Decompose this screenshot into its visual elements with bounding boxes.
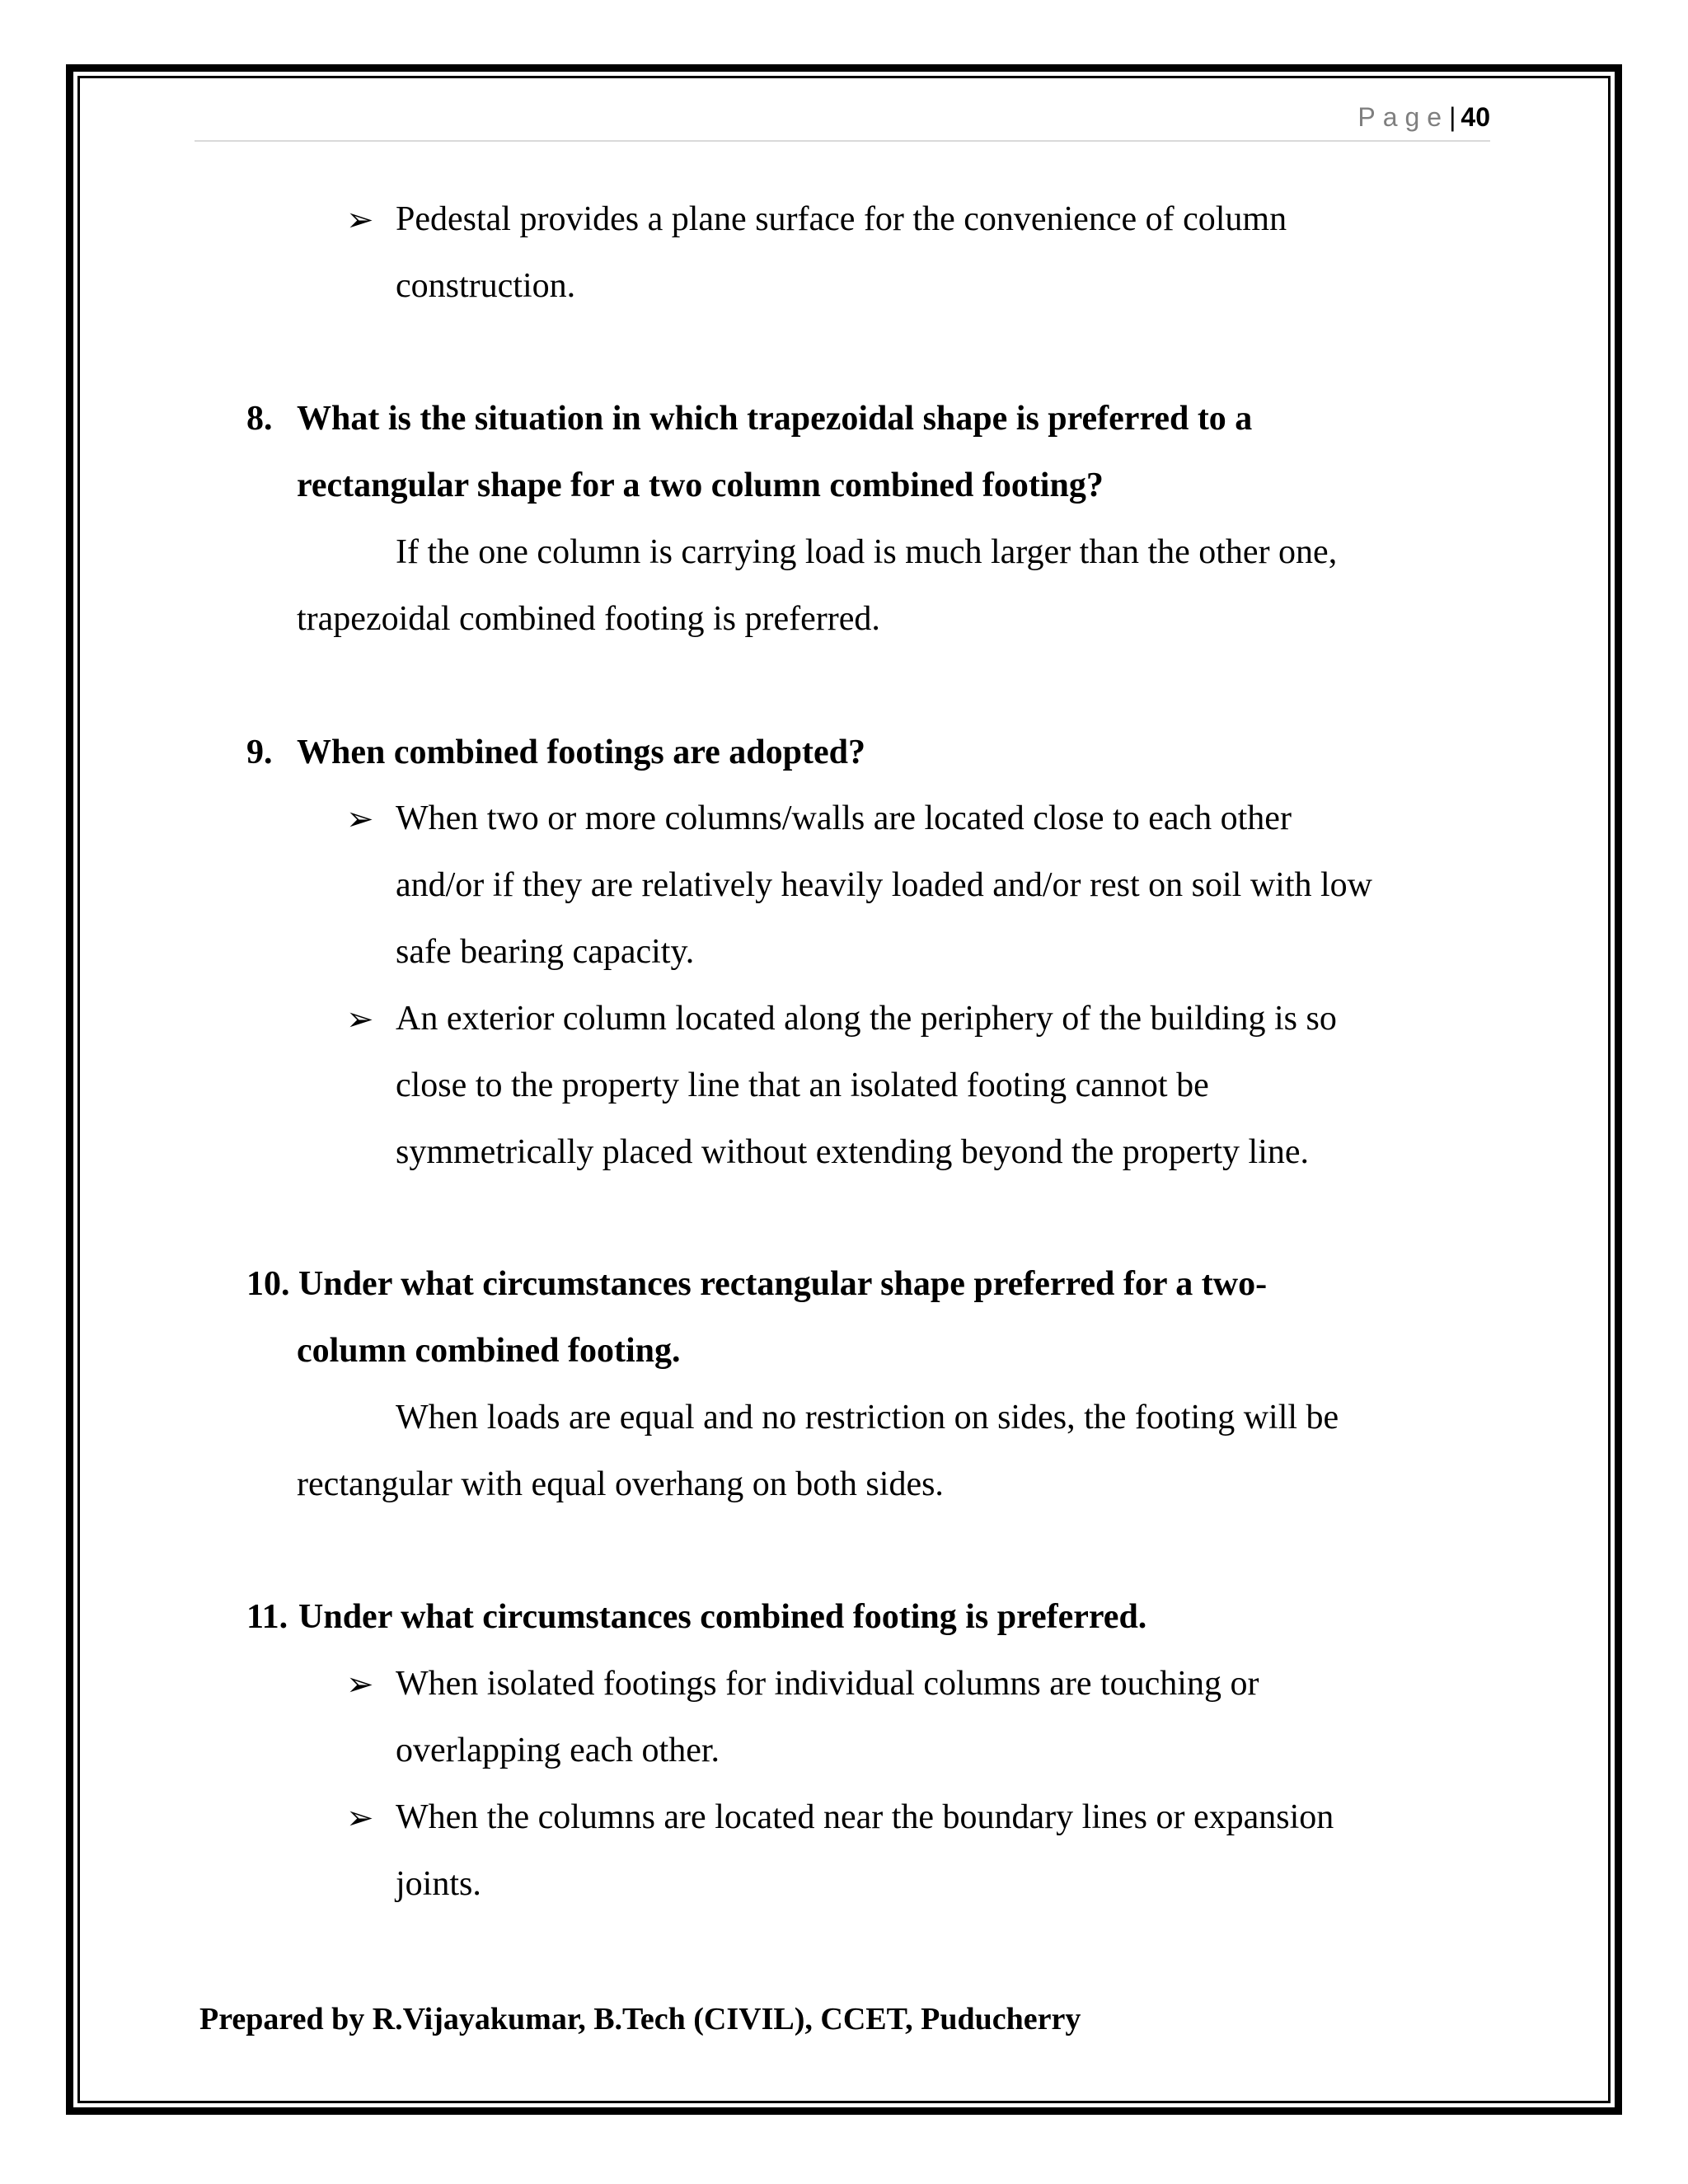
- page-separator: |: [1449, 102, 1456, 132]
- bullet-text: symmetrically placed without extending beyond the property line.: [396, 1133, 1310, 1171]
- question-number: 9.: [246, 733, 273, 771]
- bullet-text: Pedestal provides a plane surface for the convenience of column: [396, 200, 1287, 238]
- bullet-arrow-icon: ➢: [346, 800, 374, 837]
- bullet-arrow-icon: ➢: [346, 1001, 374, 1038]
- question-number: 11.: [246, 1598, 288, 1636]
- question-title: What is the situation in which trapezoidal shape is preferred to a: [297, 400, 1253, 438]
- bullet-text: overlapping each other.: [396, 1732, 720, 1769]
- page-footer: Prepared by R.Vijayakumar, B.Tech (CIVIL), CCET, Puducherry: [199, 2002, 1081, 2036]
- bullet-arrow-icon: ➢: [346, 1799, 374, 1836]
- bullet-text: construction.: [396, 267, 576, 305]
- answer-text: trapezoidal combined footing is preferred.: [297, 600, 880, 638]
- bullet-text: joints.: [396, 1865, 481, 1903]
- bullet-text: An exterior column located along the periphery of the building is so: [396, 1000, 1337, 1038]
- bullet-text: When two or more columns/walls are located close to each other: [396, 799, 1292, 837]
- bullet-text: When isolated footings for individual columns are touching or: [396, 1665, 1259, 1703]
- answer-text: When loads are equal and no restriction on sides, the footing will be: [396, 1399, 1339, 1436]
- answer-text: rectangular with equal overhang on both sides.: [297, 1465, 944, 1503]
- bullet-text: When the columns are located near the boundary lines or expansion: [396, 1798, 1334, 1836]
- bullet-text: and/or if they are relatively heavily loaded and/or rest on soil with low: [396, 866, 1372, 904]
- question-number: 8.: [246, 400, 273, 438]
- page-word: Page: [1357, 102, 1450, 132]
- page-header: [195, 97, 1490, 142]
- bullet-text: close to the property line that an isolated footing cannot be: [396, 1066, 1209, 1104]
- question-title: rectangular shape for a two column combined footing?: [297, 466, 1104, 504]
- bullet-text: safe bearing capacity.: [396, 933, 695, 971]
- page-number: 40: [1461, 102, 1490, 132]
- bullet-arrow-icon: ➢: [346, 1666, 374, 1703]
- answer-text: If the one column is carrying load is much larger than the other one,: [396, 533, 1338, 571]
- page-number-label: [1357, 101, 1490, 134]
- question-title: column combined footing.: [297, 1332, 681, 1370]
- question-number: 10.: [246, 1265, 290, 1303]
- question-title: When combined footings are adopted?: [297, 733, 865, 771]
- question-title: Under what circumstances rectangular shape preferred for a two-: [298, 1265, 1268, 1303]
- bullet-arrow-icon: ➢: [346, 201, 374, 238]
- question-title: Under what circumstances combined footing is preferred.: [298, 1598, 1147, 1636]
